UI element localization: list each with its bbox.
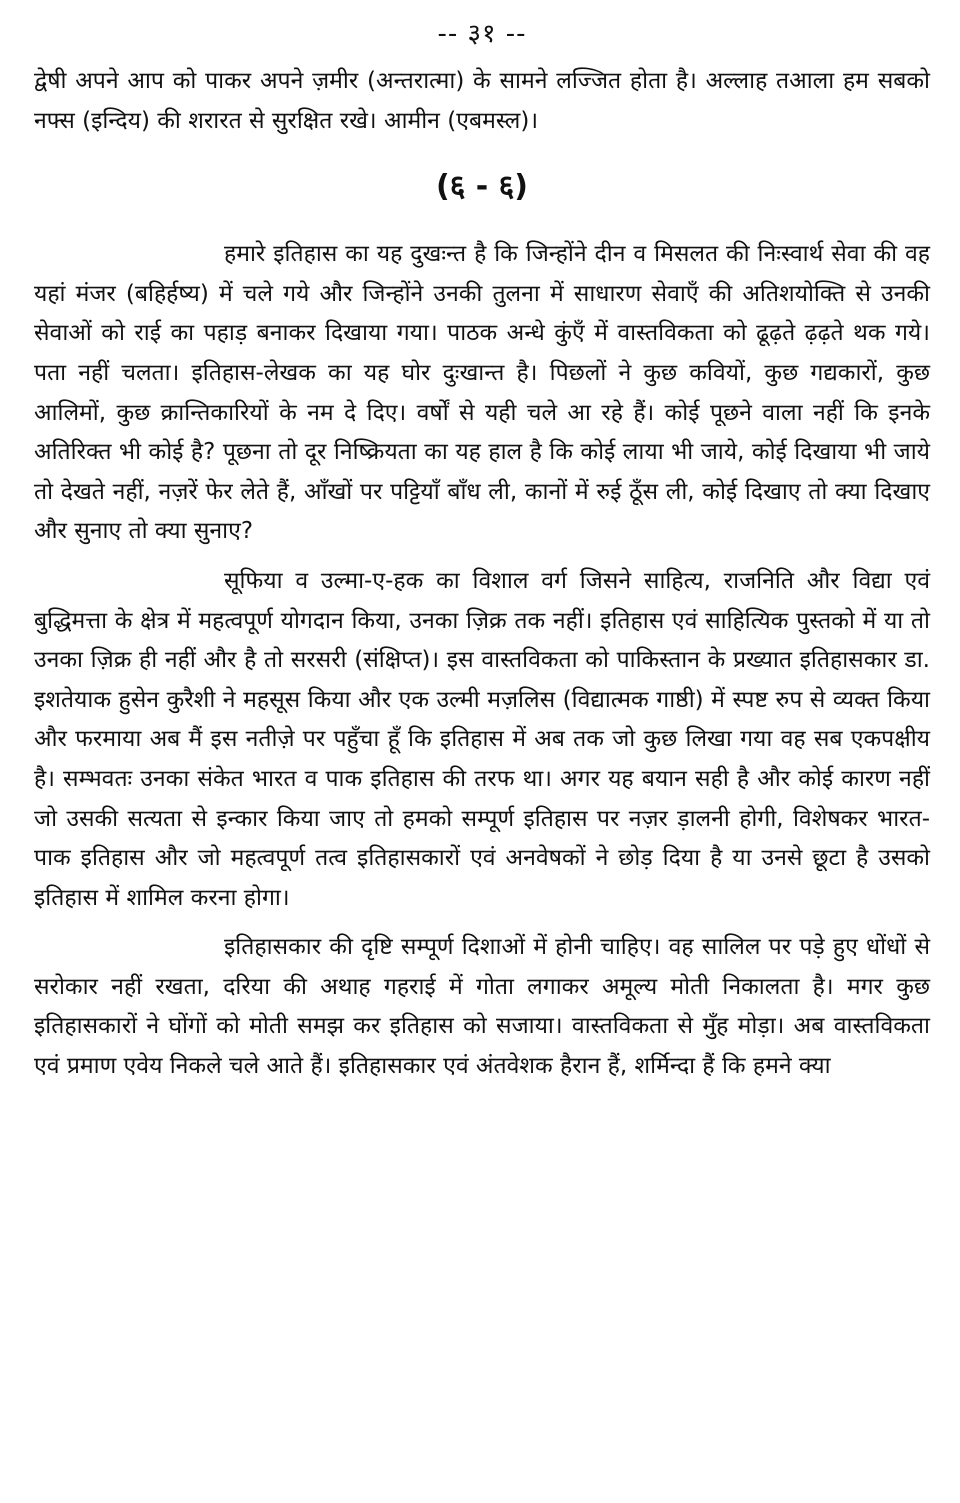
paragraph-history-tragedy: हमारे इतिहास का यह दुखःन्त है कि जिन्होंने दीन व मिसलत की निःस्वार्थ सेवा की वह यहां मंजर (बहिर्हष्य) में चले गये और जिन्होंने उनकी तुलना में साधारण सेवाएँ की अतिशयोक्ति से उनकी सेवाओं को राई का पहाड़ बनाकर दिखाया गया। पाठक अन्धे कुंएँ में वास्तविकता को ढूढ़ते ढ़ढ़ते थक गये। पता नहीं चलता। इतिहास-लेखक का यह घोर दुःखान्त है। पिछलों ने कुछ कवियों, कुछ गद्यकारों, कुछ आलिमों, कुछ क्रान्तिकारियों के नम दे दिए। वर्षों से यही चले आ रहे हैं। कोई पूछने वाला नहीं कि इनके अतिरिक्त भी कोई है? पूछना तो दूर निष्क्रियता का यह हाल है कि कोई लाया भी जाये, कोई दिखाया भी जाये तो देखते नहीं, नज़रें फेर लेते हैं, आँखों पर पट्टियाँ बाँध ली, कानों में रुई ठूँस ली, कोई दिखाए तो क्या दिखाए और सुनाए तो क्या सुनाए? xyxy=(34,241,930,545)
intro-paragraph: द्वेषी अपने आप को पाकर अपने ज़मीर (अन्तरात्मा) के सामने लज्जित होता है। अल्लाह तआला हम सबको नफ्स (इन्दिय) की शरारत से सुरक्षित रखे। आमीन (एबमस्ल)। xyxy=(34,68,930,134)
page-number: -- ३१ -- xyxy=(437,19,527,49)
section-heading: (६ - ६) xyxy=(436,169,528,205)
paragraph-gap xyxy=(34,552,930,562)
paragraph-historian-vision: इतिहासकार की दृष्टि सम्पूर्ण दिशाओं में होनी चाहिए। वह सालिल पर पड़े हुए धोंधों से सरोकार नहीं रखता, दरिया की अथाह गहराई में गोता लगाकर अमूल्य मोती निकालता है। मगर कुछ इतिहासकारों ने घोंगों को मोती समझ कर इतिहास को सजाया। वास्तविकता से मुँह मोड़ा। अब वास्तविकता एवं प्रमाण एवेय निकले चले आते हैं। इतिहासकार एवं अंतवेशक हैरान हैं, शर्मिन्दा हैं कि हमने क्या xyxy=(34,934,930,1080)
paragraph-sufi-scholars: सूफिया व उल्मा-ए-हक का विशाल वर्ग जिसने साहित्य, राजनिति और विद्या एवं बुद्धिमत्ता के क्षेत्र में महत्वपूर्ण योगदान किया, उनका ज़िक्र तक नहीं। इतिहास एवं साहित्यिक पुस्तको में या तो उनका ज़िक्र ही नहीं और है तो सरसरी (संक्षिप्त)। इस वास्तविकता को पाकिस्तान के प्रख्यात इतिहासकार डा. इशतेयाक हुसेन कुरैशी ने महसूस किया और एक उल्मी मज़लिस (विद्यात्मक गाष्ठी) में स्पष्ट रुप से व्यक्त किया और फरमाया अब मैं इस नतीज़े पर पहुँचा हूँ कि इतिहास में अब तक जो कुछ लिखा गया वह सब एकपक्षीय है। सम्भवतः उनका संकेत भारत व पाक इतिहास की तरफ था। अगर यह बयान सही है और कोई कारण नहीं जो उसकी सत्यता से इन्कार किया जाए तो हमको सम्पूर्ण इतिहास पर नज़र ड़ालनी होगी, विशेषकर भारत-पाक इतिहास और जो महत्वपूर्ण तत्व इतिहासकारों एवं अनवेषकों ने छोड़ दिया है या उनसे छूटा है उसको इतिहास में शामिल करना होगा। xyxy=(34,567,930,911)
paragraph-gap xyxy=(34,918,930,928)
